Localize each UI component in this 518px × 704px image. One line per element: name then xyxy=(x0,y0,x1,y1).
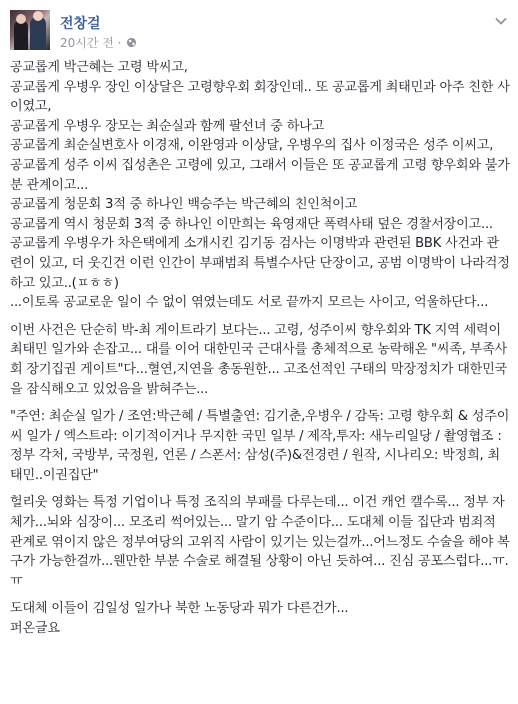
post-paragraph: 헐리웃 영화는 특정 기업이나 특정 조직의 부패를 다루는데... 이건 캐언 캘수록... 정부 자체가...뇌와 심장이... 모조리 썩어있는... 말기 암 수준이다... 도대체 이들 집단과 범죄적 관계로 엮이지 않은 정부여당의 고위직 사람이 있기는 있는걸까...어느정도 수술을 해야 복구가 가능한걸까...웬만한 부분 수술로 해결될 상황이 아닌 듯하여... 진심 공포스럽다...ㅠ.ㅠ xyxy=(10,495,510,589)
avatar[interactable] xyxy=(10,10,50,50)
avatar-figure xyxy=(14,20,28,50)
post-header xyxy=(10,10,508,54)
post-body xyxy=(10,58,510,639)
avatar-face xyxy=(33,11,43,21)
chevron-down-icon[interactable] xyxy=(494,14,508,28)
post-meta xyxy=(60,34,137,51)
globe-icon[interactable] xyxy=(126,37,137,48)
post-timestamp[interactable]: 20시간 전 · xyxy=(60,36,122,50)
avatar-figure xyxy=(30,16,46,50)
post-paragraph: 공교롭게 박근혜는 고령 박씨고, 공교롭게 우병우 장인 이상달은 고령향우회 회장인데.. 또 공교롭게 최태민과 아주 친한 사이였고, 공교롭게 우병우 장모는 최순실과 함께 팔선녀 중 하나고 공교롭게 최순실변호사 이경재, 이완영과 이상달, 우병우의 집사 이정국은 성주 이씨고, 공교롭게 성주 이씨 집성촌은 고령에 있고, 그래서 이들은 또 공교롭게 고령 향우회와 불가분 관계이고... 공교롭게 청문회 3적 중 하나인 백승주는 박근혜의 친인척이고 공교롭게 역시 청문회 3적 중 하나인 이만희는 육영재단 폭력사태 덮은 경찰서장이고... 공교롭게 우병우가 차은택에게 소개시킨 김기동 검사는 이명박과 관련된 BBK 사건과 관련이 있고, 더 웃긴건 이런 인간이 부패범죄 특별수사단 단장이고, 공범 이명박이 나라걱정하고 있고..(ㅍㅎㅎ) ...이토록 공교로운 일이 수 없이 엮였는데도 서로 끝까지 모르는 사이고, 억울하단다... xyxy=(10,60,510,311)
author-name[interactable]: 전창걸 xyxy=(60,16,101,32)
post-paragraph: 도대체 이들이 김일성 일가나 북한 노동당과 뭐가 다른건가... 퍼온글요 xyxy=(10,601,349,637)
avatar-face xyxy=(16,14,26,24)
post-paragraph: "주연: 최순실 일가 / 조연:박근혜 / 특별출연: 김기춘,우병우 / 감독: 고령 향우회 & 성주이씨 일가 / 엑스트라: 이기적이거나 무지한 국민 일부 / 제작,투자: 새누리일당 / 촬영협조 :정부 각처, 국방부, 국정원, 언론 / 스폰서: 삼성(주)&전경련 / 원작, 시나리오: 박정희, 최태민..이권집단" xyxy=(10,409,510,483)
post-paragraph: 이번 사건은 단순히 박-최 게이트라기 보다는... 고령, 성주이씨 향우회와 TK 지역 세력이 최태민 일가와 손잡고... 대를 이어 대한민국 근대사를 총체적으로 농락해온 "씨족, 부족사회 장기집권 게이트"다...혈연,지연을 총동원한... 고조선적인 구태의 막장정치가 대한민국을 잠식해오고 있었음을 밝혀주는... xyxy=(10,322,507,397)
